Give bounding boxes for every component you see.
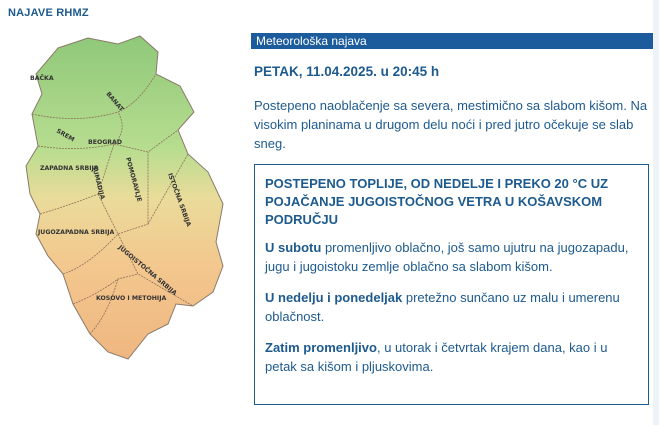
map-label-zapadna: ZAPADNA SRBIJA: [40, 165, 99, 172]
map-label-kosovo: KOSOVO I METOHIJA: [96, 295, 167, 302]
map-label-jugozapadna: JUGOZAPADNA SRBIJA: [38, 229, 115, 236]
serbia-map-graphic: [18, 34, 243, 364]
serbia-outline: [26, 36, 223, 359]
map-label-banat: BANAT: [104, 90, 125, 114]
paragraph-lead: U nedelju i ponedeljak: [265, 290, 403, 305]
forecast-summary: Postepeno naoblačenje sa severa, mestimično sa slabom kišom. Na visokim planinama u drugom delu noći i pred jutro očekuje se slab sneg.: [254, 98, 648, 151]
map-label-istocna: ISTOČNA SRBIJA: [166, 172, 192, 228]
outlook-paragraph-saturday: [265, 238, 638, 276]
outlook-paragraph-sunday: [265, 288, 638, 326]
serbia-map[interactable]: [18, 34, 243, 364]
paragraph-lead: U subotu: [265, 240, 322, 255]
map-label-backa: BAČKA: [30, 75, 54, 82]
page-scroll-edge: [653, 0, 659, 425]
paragraph-text: , u utorak i četvrtak krajem dana, kao i u petak sa kišom i pljuskovima.: [265, 340, 608, 374]
forecast-date: PETAK, 11.04.2025. u 20:45 h: [254, 64, 440, 79]
map-label-beograd: BEOGRAD: [88, 139, 122, 146]
outlook-paragraph-later: [265, 338, 638, 376]
map-label-jugoistocna: JUGOISTOČNA SRBIJA: [116, 244, 178, 298]
map-label-pomoravlje: POMORAVLJE: [124, 156, 143, 203]
forecast-header: Meteorološka najava: [251, 33, 653, 49]
map-label-sumadija: ŠUMADIJA: [90, 164, 106, 201]
rhmz-title: NAJAVE RHMZ: [8, 7, 89, 19]
outlook-title: POSTEPENO TOPLIJE, OD NEDELJE I PREKO 20 °C UZ POJAČANJE JUGOISTOČNOG VETRA U KOŠAVSKOM PODRUČJU: [265, 176, 609, 227]
paragraph-lead: Zatim promenljivo: [265, 340, 377, 355]
outlook-box: [254, 164, 649, 405]
map-label-srem: SREM: [55, 127, 76, 144]
paragraph-text: promenljivo oblačno, još samo ujutru na jugozapadu, jugu i jugoistoku zemlje oblačno sa slabom kišom.: [265, 240, 629, 274]
paragraph-text: pretežno sunčano uz malu i umerenu oblačnost.: [265, 290, 620, 324]
